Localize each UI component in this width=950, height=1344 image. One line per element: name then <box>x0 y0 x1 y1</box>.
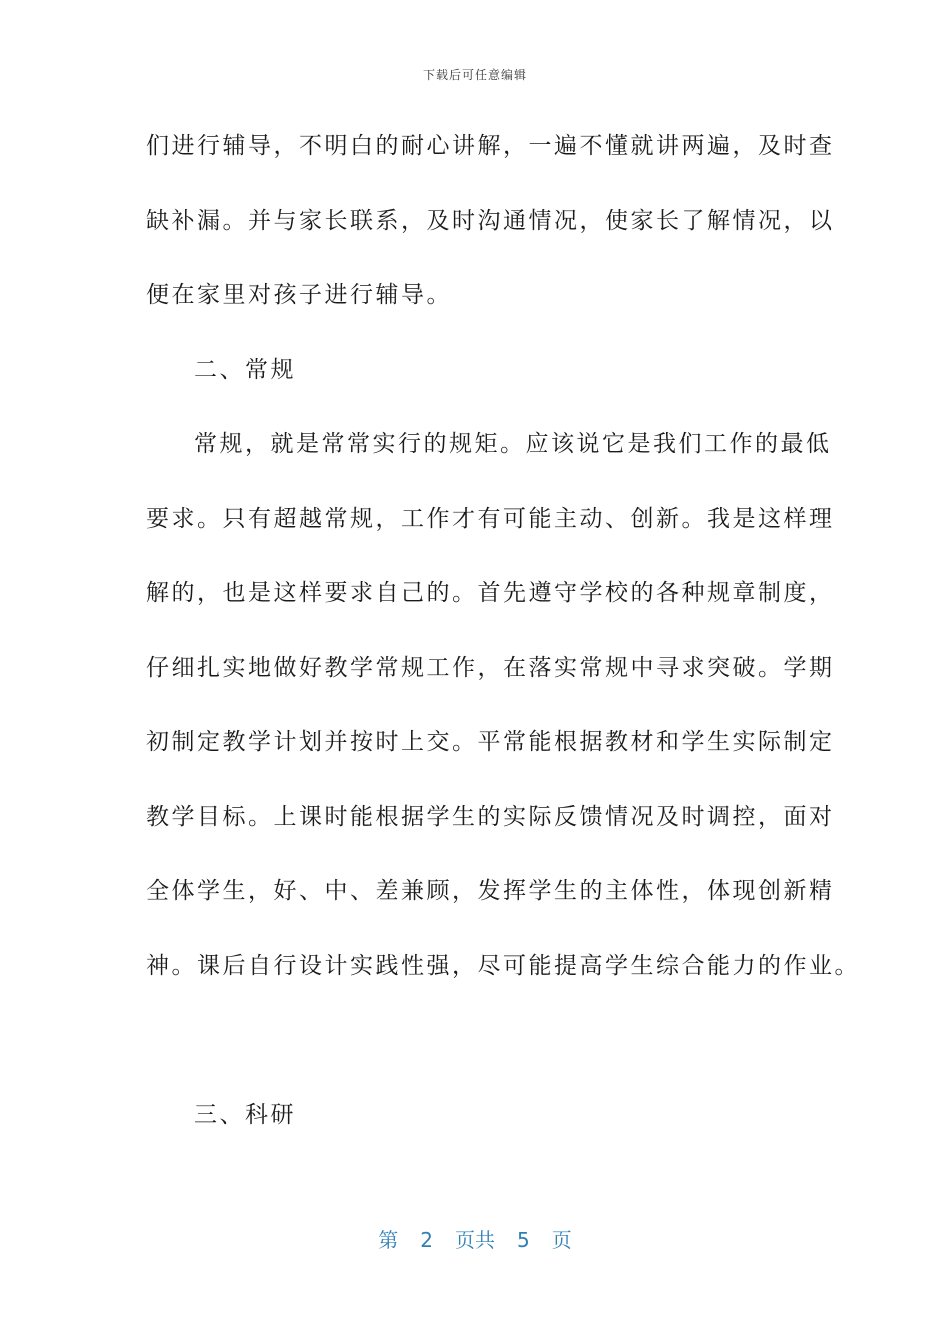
paragraph-line: 缺补漏。并与家长联系，及时沟通情况，使家长了解情况，以 <box>146 207 835 234</box>
paragraph-line: 要求。只有超越常规，工作才有可能主动、创新。我是这样理 <box>146 505 835 532</box>
footer-prefix: 第 <box>378 1228 399 1252</box>
current-page-number: 2 <box>420 1228 433 1252</box>
section-heading: 二、常规 <box>194 356 296 383</box>
paragraph-line: 教学目标。上课时能根据学生的实际反馈情况及时调控，面对 <box>146 803 835 830</box>
page-header: 下载后可任意编辑 <box>422 68 527 82</box>
paragraph-line: 神。课后自行设计实践性强，尽可能提高学生综合能力的作业。 <box>146 952 860 979</box>
document-body <box>146 126 860 1169</box>
paragraph-line: 仔细扎实地做好教学常规工作，在落实常规中寻求突破。学期 <box>146 654 835 681</box>
paragraph-line: 常规，就是常常实行的规矩。应该说它是我们工作的最低 <box>194 431 832 457</box>
paragraph-line: 解的，也是这样要求自己的。首先遵守学校的各种规章制度， <box>146 580 835 606</box>
paragraph-line: 们进行辅导，不明白的耐心讲解，一遍不懂就讲两遍，及时查 <box>146 133 835 159</box>
footer-suffix: 页 <box>551 1228 572 1252</box>
section-heading: 三、科研 <box>194 1101 296 1128</box>
footer-middle: 页共 <box>455 1228 495 1252</box>
blank-line <box>146 1020 794 1095</box>
page-footer <box>0 1224 950 1253</box>
paragraph-line: 初制定教学计划并按时上交。平常能根据教材和学生实际制定 <box>146 729 835 755</box>
paragraph-line: 便在家里对孩子进行辅导。 <box>146 282 452 308</box>
total-pages-number: 5 <box>517 1228 530 1252</box>
paragraph-line: 全体学生，好、中、差兼顾，发挥学生的主体性，体现创新精 <box>146 878 835 904</box>
